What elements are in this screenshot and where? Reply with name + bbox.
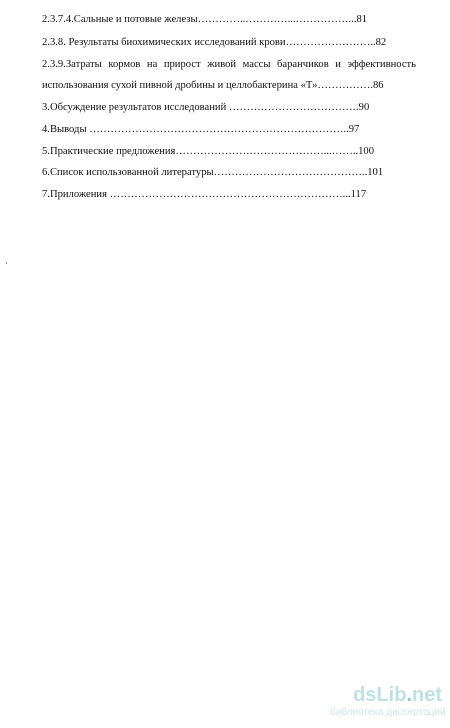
watermark-subtitle: библиотека диссертаций <box>330 707 446 718</box>
toc-entry: 2.3.7.4.Сальные и потовые железы…………..…………...……………...81 <box>42 14 368 25</box>
toc-entry: 6.Список использованной литературы……………………………………..101 <box>42 167 384 178</box>
toc-entry: 7.Приложения …………………………………………………………...117 <box>42 189 367 200</box>
watermark-name-dot: . <box>406 684 412 706</box>
watermark-name-tld: net <box>412 684 442 706</box>
toc-entry: использования сухой пивной дробины и целлобактерина «Т»…………….86 <box>42 80 384 91</box>
watermark-name-main: dsLib <box>353 684 407 706</box>
scan-speck <box>6 262 7 264</box>
toc-entry: 2.3.8. Результаты биохимических исследований крови……………………..82 <box>42 37 387 48</box>
toc-entry: 5.Практические предложения……………………………………...……..100 <box>42 146 375 157</box>
toc-entry: 2.3.9.Затраты кормов на прирост живой массы баранчиков и эффективность <box>42 59 416 70</box>
toc-entry: 3.Обсуждение результатов исследований ……………………………….90 <box>42 102 370 113</box>
toc-entry: 4.Выводы ………………………………………………………………..97 <box>42 124 360 135</box>
watermark-logo <box>330 685 442 705</box>
site-watermark <box>330 684 446 721</box>
